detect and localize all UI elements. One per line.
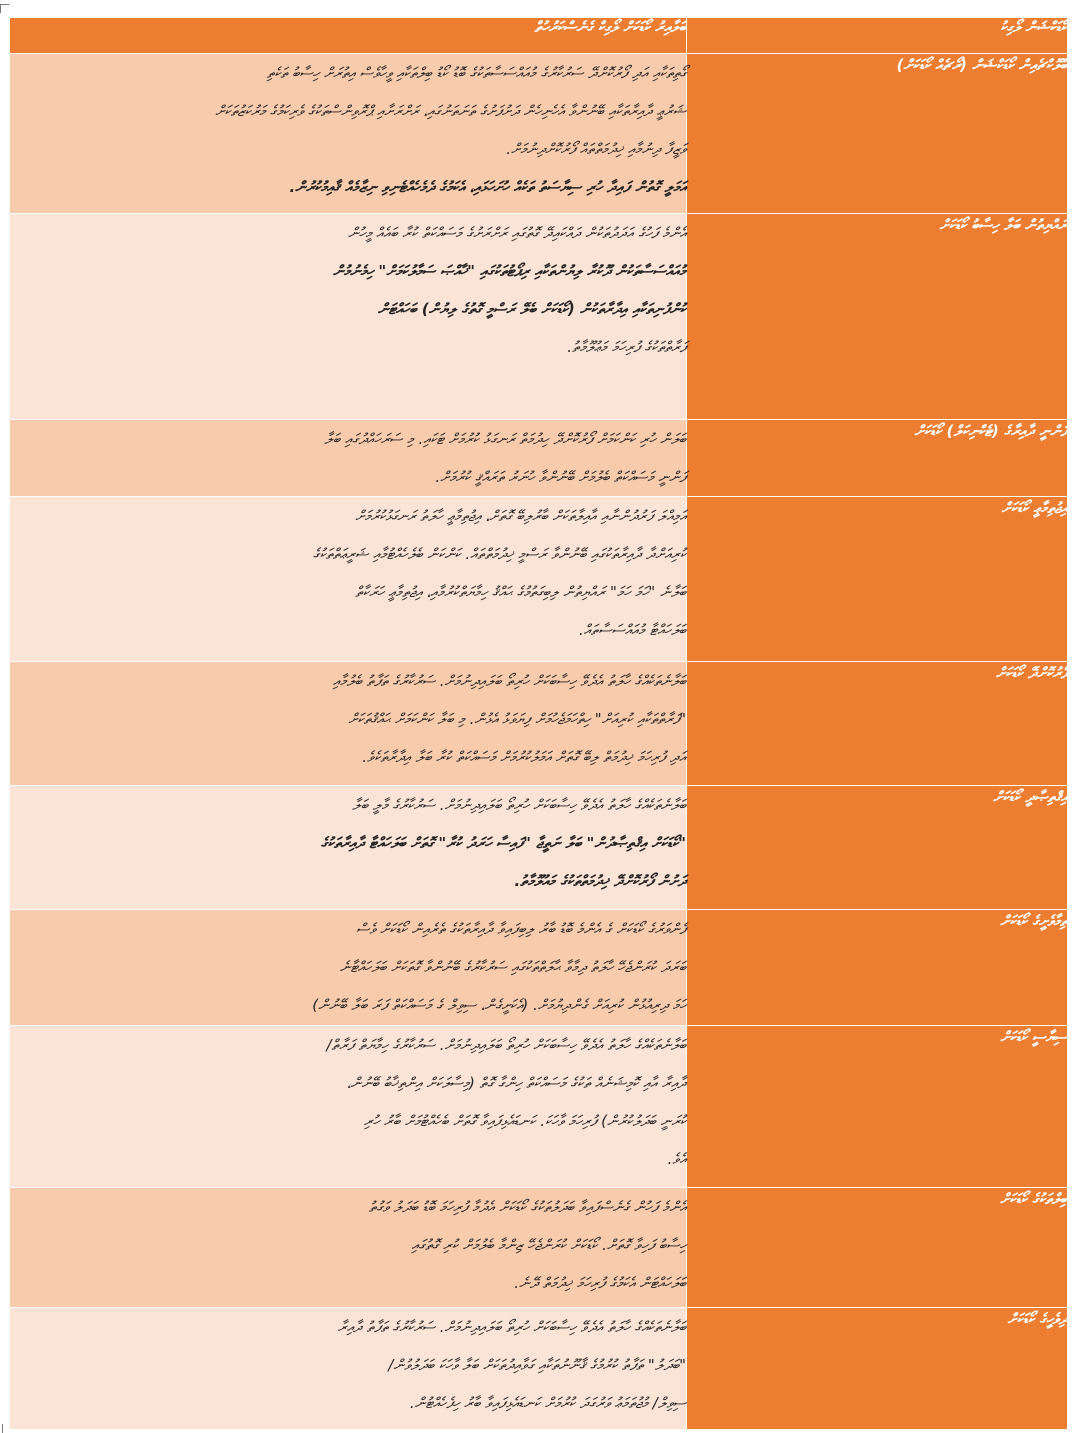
description-line: ޝަރުޢީ ދާއިރާތަކާއި ބޭނުންވާ އެހެނިހެން ދަށުފަށުގެ ތަނަތަނުގައި، ރަށްރަށާއި ޕްރޮވިންސްތަކުގެ ވެރިކަމުގެ މަރުކަޒުތަކަށް	[215, 102, 686, 120]
description-line: ބަލަހައްޓާ މުއައްސަސާތައް.	[579, 621, 686, 639]
row-name-cell: އިޖުތިމާޢީ ކޯޑަކަށް	[687, 497, 1068, 662]
description-line: އަދި ފުރިހަމަ ޚިދުމަތް ލިބޭ ގޮތަށް އަމަލުކުރުމަށް މަސައްކަތް ކުރާ ބަލާ އިދާރާތަކެވެ.	[362, 748, 686, 766]
description-line: "ފަރާތްތަކާއި ކުރިއަށް" ހިތްހަމަޖެހުމަށް ފިޔަވަޅު އެޅުން. މި ބަލާ ކަންކަމަށް ޙައްޤުތަކަށް	[348, 710, 686, 728]
table-row	[10, 214, 1068, 420]
header-name-column: ކޯޑަކްޝަން ލޯގިކު	[687, 18, 1068, 54]
page-bottom-mark	[2, 1424, 3, 1433]
table-row	[10, 662, 1068, 786]
row-description-cell	[10, 1026, 687, 1188]
description-line: އަމަލީ ގޮތުން ފައިދާ ހުރި ސިޔާސަތު ތަކެއް ހުށަހަޅައި، އެކަމުގެ ދެމެހެއްޓެނިވި ނިޒާމެއް ޤާއިމުކުރުން.	[289, 178, 686, 196]
dhivehi-table	[9, 17, 1068, 1430]
description-line: "ބަދަލު" ތަފާތު ކުރުމުގެ ޤާނޫނުތަކާއި ގަވާއިދުތަކަށް ބަލާ ވާހަކަ ބަދަލުވުން/	[388, 1356, 686, 1374]
description-line: ފަންނީ މަސައްކަތް ބެލުމަށް ބޭނުންވާ ހުނަރު ތަރައްޤީ ކުރުމަށް.	[435, 468, 686, 486]
table-row	[10, 1308, 1068, 1430]
description-line: ބަލަހައްޓަން އެކަމުގެ ފުރިހަމަ ޚިދުމަތް ދޭނެ.	[514, 1274, 686, 1292]
description-line: ގޯތިތަކާއި އަދި ފޯރުކޮށްދޭ ސަރުކާރުގެ މުއައްސަސާތަކުގެ ބޮޑު ކޯޑު ބިލްތަކާއި ވީހާވެސް އިތުރަށް ހިސާބު ތަކެތި	[266, 64, 686, 82]
description-line: ބަލާނެތަކެއްގެ ހާލަތު އެދެވޭ ހިސާބަކަށް ހުރިތޯ ބަލައިދިނުމަށް. ސަރުކާރުގެ މާލީ ބަލާ	[352, 796, 686, 814]
description-line: ބަލާނެތަކެއްގެ ހާލަތު އެދެވޭ ހިސާބަކަށް ހުރިތޯ ބަލައިދިނުމަށް. ސަރުކާރުގެ ހިމާޔަތް ފަރާތް/	[326, 1036, 686, 1054]
row-description-cell	[10, 1308, 687, 1430]
table-row	[10, 420, 1068, 497]
header-description-column: ބަލާއިރު ކޯޑަކަށް ލޯގިކް ގެނެސްކަރުހުތް	[10, 18, 687, 54]
description-line: ބަރަދަ ކުރަންޖެހޭ ހާލަތު ދިމާވާ ޙާލަތްތަކުގައި ސަރުކާރުގެ ބޭނުންވާ ގޮތަކަށް ބަލަހައްޓާނެ	[339, 958, 686, 976]
description-line: ބަލާނެތަކެއްގެ ހާލަތު އެދެވޭ ހިސާބަކަށް ހުރިތޯ ބަލައިދިނުމަށް. ސަރުކާރުގެ ތަފާތު ދާއިރާ	[337, 1318, 686, 1336]
row-name-cell: ފޯރުކޮށްދޭ ކޯޑަކަށް	[687, 662, 1068, 786]
row-name-cell: ސިޔާސީ ކޯޑަކަށް	[687, 1026, 1068, 1188]
row-name-cell: ދިވެހީގެ ކޯޑަކަށް	[687, 1308, 1068, 1430]
description-line: އަމިއްލަ ފަރުދުންނާއި އާއިލާތަކަށް ބާރުލިބޭ ގޮތަށް، އިޖުތިމާޢީ ހާލަތު ރަނގަޅުކުރުމަށް	[355, 507, 686, 525]
table-row	[10, 1026, 1068, 1188]
row-name-cell: ތިމާވެށީގެ ކޯޑަކަށް	[687, 910, 1068, 1026]
description-line: "ކޯޑަކަށް އިޤްތިޞާދުން" ބަލާ ނަތީޖާ "ފައިސާ ހަރަދު ކުރާ" ގޮތަށް ބަލަހައްޓާ ދާއިރާތަކުގެ	[320, 834, 686, 852]
description-line: ބަލަން ހުރި ކަންކަމަށް ފޯރުކޮށްދޭ ހިދުމަތް ރަނގަޅު ކުރުމަށް ޓަކައި. މި ސަރަހައްދުގައި ބަލާ	[324, 430, 686, 448]
description-line: އެންމެ ފަހުން ގެނެސްފައިވާ ބަދަލުތަކުގެ ކޯޑަކަށް އެދުމާ ފުރިހަމަ ބޮޑު ބަދަލު ވަގުތު	[368, 1198, 686, 1216]
row-description-cell	[10, 54, 687, 214]
table-row	[10, 786, 1068, 910]
description-line: ދާއިރާ އާއި ކޮމިޝަނެއް ތަކުގެ މަސައްކަތް ހިންގާ ގޮތް (މިސާލަކަށް އިންތިޚާބު ބޭނުން،	[346, 1074, 686, 1092]
table-row	[10, 1188, 1068, 1308]
description-line: ދަށުން ފޯރުކޮށްދޭ ޚިދުމަތްތަކުގެ މައުލޫމާތު.	[514, 872, 686, 890]
row-description-cell	[10, 214, 687, 420]
page-corner-mark	[0, 4, 9, 13]
row-description-cell	[10, 662, 687, 786]
table-row	[10, 910, 1068, 1026]
description-line: ބަލާނެތަކެއްގެ ހާލަތު އެދެވޭ ހިސާބަކަށް ހުރިތޯ ބަލައިދިނުމަށް. ސަރުކާރުގެ ތަފާތު ބެލުމާއި	[332, 672, 686, 690]
description-line: ބަލާނެ "ހަމަ ހަމަ" ރައްޔިތުން ލިބިގަތުމުގެ ޙައްޤު ހިމާޔަތްކުރުމާއި، އިޖުތިމާޢީ ހަރަކާތް	[355, 583, 686, 601]
description-line: ހަމަ ދިރިއުޅުން ކުރިއަށް ގެންދިޔުމަށް. (އެކަށީގެން، ސިވިލް ގެ މަސައްކަތް ފަރަ ބަލާ ބޭނުން)	[312, 996, 686, 1014]
description-line: ފެންވަރުގެ ކޯޑަކަށް ގެ އެންމެ ބޮޑު ބާރު ލިބިފައިވާ ދާއިރާތަކުގެ ތެރެއިން ކޯޑަކަށް ވެސް	[355, 920, 686, 938]
description-line: ސިވިލް/ މުޖުތަމަޢު ވަރުގަދަ ކުރުމަށް ކަނޑައެޅިފައިވާ ބާރު ހިފެހެއްޓުން.	[409, 1394, 686, 1412]
row-description-cell	[10, 497, 687, 662]
description-line: ފަރާތްތަކުގެ ފުރިހަމަ މަޢުލޫމާތު.	[567, 338, 686, 356]
table-header-row	[10, 18, 1068, 54]
table-row	[10, 497, 1068, 662]
row-description-cell	[10, 910, 687, 1026]
row-name-cell: ފަންނީ ދާއިރާގެ (ޓެކްނިކަލް) ކޯޑަކަށް	[687, 420, 1068, 497]
row-description-cell	[10, 420, 687, 497]
row-description-cell	[10, 1188, 687, 1308]
description-line: ކުރިއަށްދާ ދާއިރާތަކުގައި ބޭނުންވާ ރަސްމީ ޚިދުމަތްތައް. ކަންކަން ބެލެހެއްޓުމާއި ޝަރީޢަތްތަކުގެ	[312, 545, 686, 563]
table-row	[10, 54, 1068, 214]
table-body	[10, 54, 1068, 1430]
row-name-cell: ބްލޮކްޗެއިން ކޯޑަކްޝަން (ރޯޗެއް ކޯޑަކަށް)	[687, 54, 1068, 214]
row-name-cell: އިޤްތިޞާދީ ކޯޑަކަށް	[687, 786, 1068, 910]
description-line: ހިސާބު ފަހިވާ ގޮތަށް. ކޯޑަކަށް ކުރަންޖެހޭ ޒިންމާ ބެލުމަށް ކުރި ގޮތުގައި	[411, 1236, 686, 1254]
description-line: މުއައްސަސާތަކުން ދޫކުރާ ލިޔުންތަކާއި ރިޕޯޓުތަކުގައި "ޚާއްޞަ ސަމާލުކަމަށް" ހިމެނުމުން	[332, 262, 686, 280]
description-line: އެވެ.	[667, 1150, 686, 1168]
description-line: ވަޒީފާ ދިނުމާއި ޚިދުމަތްތައް ފޯރުކޮށްދިނުމަށް.	[506, 140, 686, 158]
row-description-cell	[10, 786, 687, 910]
description-line: އެންމެ ފަހުގެ އަދަދުތަކުން ދައްކައިދޭ ގޮތުގައި ރަށްރަށުގެ މަސައްކަތް ކުރާ ބައެއް މީހުން	[347, 224, 686, 242]
row-name-cell: ރައްޔިތުން ބަލާ ހިސާބު ކޯޑަކަށް	[687, 214, 1068, 420]
description-line: ކުރަނީ ބަދަލުކުރުން) ފުރިހަމަ ވާހަކަ. ކަނޑައެޅިފައިވާ ގޮތަށް ބެހެއްޓުމަށް ބާރު ހުރި	[363, 1112, 686, 1130]
row-name-cell: ބިލްތަކުގެ ކޯޑަކަށް	[687, 1188, 1068, 1308]
description-line: ކުންފުނިތަކާއި އިދާރާތަކުން (ކޯޑަކަށް ބެލޭ ރަސްމީ ގޮތުގެ ލިޔުން) ބަހައްޓަން	[377, 300, 686, 318]
